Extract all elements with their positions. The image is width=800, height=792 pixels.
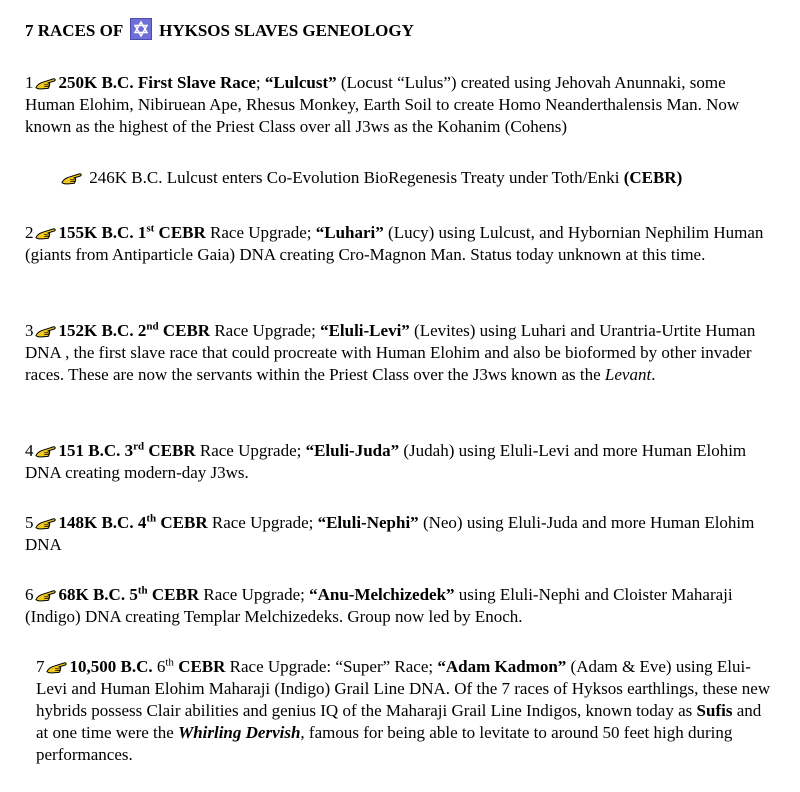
race-name: “Eluli-Nephi” — [317, 513, 419, 532]
race-name: “Luhari” — [315, 223, 384, 242]
entry-text: using Eluli-Nephi and Cloister Maharaji (Indigo) DNA creating Templar Melchizedeks. Group now led by Enoch. — [25, 585, 733, 626]
entry-mid: Race Upgrade; — [205, 223, 316, 242]
entry-text: (Locust “Lulus”) created using Jehovah Anunnaki, some Human Elohim, Nibiruean Ape, Rhesus Monkey, Earth Soil to create Homo Neanderthalensis Man. Now known as the highest of the Priest Class over all J3ws as the Kohanim (Cohens) — [25, 73, 740, 136]
race-name: “Adam Kadmon” — [437, 657, 567, 676]
ordinal: th — [165, 656, 174, 669]
separator: ; — [255, 73, 265, 92]
entry-date: 68K B.C. 5 — [58, 585, 138, 604]
ordinal: nd — [146, 320, 159, 333]
entry-4 — [25, 440, 775, 484]
entry-number: 6 — [25, 585, 34, 604]
cebr-label: CEBR — [144, 441, 196, 460]
entry-text: (Levites) using Luhari and Urantria-Urtite Human DNA , the first slave race that could procreate with Human Elohim and also be bioformed by other invader races. These are now the servants within the Priest Class over the J3ws known as the — [25, 321, 756, 384]
pointing-hand-icon — [35, 75, 57, 91]
entry-5 — [25, 512, 775, 556]
entry-number: 7 — [36, 657, 45, 676]
entry-2 — [25, 222, 775, 266]
entry-date: 10,500 B.C. — [69, 657, 153, 676]
pointing-hand-icon — [46, 659, 68, 675]
entry-number: 3 — [25, 321, 34, 340]
entry-date: 155K B.C. 1 — [58, 223, 147, 242]
cebr-label: CEBR — [173, 657, 226, 676]
sufis-term: Sufis — [696, 701, 733, 720]
entry-text: (Adam & Eve) using Elui-Levi and Human Elohim Maharaji (Indigo) Grail Line DNA. Of the 7 races of Hyksos earthlings, these new hybrids possess Clair abilities and genius IQ of the Maharaji Grail Line Indigos, known today as — [36, 657, 771, 720]
pointing-hand-icon — [35, 587, 57, 603]
entry-text: (Neo) using Eluli-Juda and more Human Elohim DNA — [25, 513, 755, 554]
entry-number: 5 — [25, 513, 34, 532]
race-name: “Anu-Melchizedek” — [309, 585, 455, 604]
entry-mid: Race Upgrade; — [210, 321, 321, 340]
whirling-dervish-term: Whirling Dervish — [178, 723, 301, 742]
sub-bold: (CEBR) — [623, 168, 683, 187]
cebr-label: CEBR — [147, 585, 200, 604]
pointing-hand-icon — [35, 323, 57, 339]
entry-6 — [25, 584, 775, 628]
cebr-label: CEBR — [158, 321, 211, 340]
ordinal: rd — [133, 440, 145, 453]
pointing-hand-icon — [35, 443, 57, 459]
pointing-hand-icon — [35, 515, 57, 531]
cebr-label: CEBR — [156, 513, 208, 532]
pointing-hand-icon — [61, 170, 83, 186]
entry-number: 2 — [25, 223, 34, 242]
entry-text: (Lucy) using Lulcust, and Hybornian Nephilim Human (giants from Antiparticle Gaia) DNA creating Cro-Magnon Man. Status today unknown at this time. — [25, 223, 764, 264]
entry-text: (Judah) using Eluli-Levi and more Human Elohim DNA creating modern-day J3ws. — [25, 441, 747, 482]
entry-text-3: , famous for being able to levitate to around 50 feet high during performances. — [36, 723, 733, 764]
ordinal: st — [146, 222, 155, 235]
entry-date: 152K B.C. 2 — [58, 321, 147, 340]
levant-term: Levant — [604, 365, 652, 384]
star-of-david-icon — [130, 18, 152, 40]
entry-text-2: and at one time were the — [36, 701, 762, 742]
entry-mid: Race Upgrade; — [195, 441, 306, 460]
entry-mid: Race Upgrade: “Super” Race; — [225, 657, 438, 676]
entry-mid: Race Upgrade; — [199, 585, 310, 604]
cebr-label: CEBR — [154, 223, 206, 242]
entry-date: 250K B.C. First Slave Race — [58, 73, 256, 92]
period: . — [651, 365, 656, 384]
ordinal: th — [146, 512, 157, 525]
race-name: “Lulcust” — [264, 73, 337, 92]
title-prefix: 7 RACES OF — [25, 21, 123, 40]
entry-mid: Race Upgrade; — [207, 513, 318, 532]
pointing-hand-icon — [35, 225, 57, 241]
race-name: “Eluli-Levi” — [320, 321, 410, 340]
entry-number: 4 — [25, 441, 34, 460]
ordinal: th — [137, 584, 148, 597]
page-title — [25, 18, 414, 44]
sub-text: 246K B.C. Lulcust enters Co-Evolution BioRegenesis Treaty under Toth/Enki — [89, 168, 624, 187]
entry-1-sub — [60, 167, 780, 189]
ordinal-number: 6 — [152, 657, 166, 676]
entry-1 — [25, 72, 775, 138]
entry-number: 1 — [25, 73, 34, 92]
title-suffix: HYKSOS SLAVES GENEOLOGY — [159, 21, 414, 40]
entry-3 — [25, 320, 775, 386]
entry-7 — [36, 656, 776, 766]
race-name: “Eluli-Juda” — [305, 441, 400, 460]
entry-date: 151 B.C. 3 — [58, 441, 134, 460]
entry-date: 148K B.C. 4 — [58, 513, 147, 532]
